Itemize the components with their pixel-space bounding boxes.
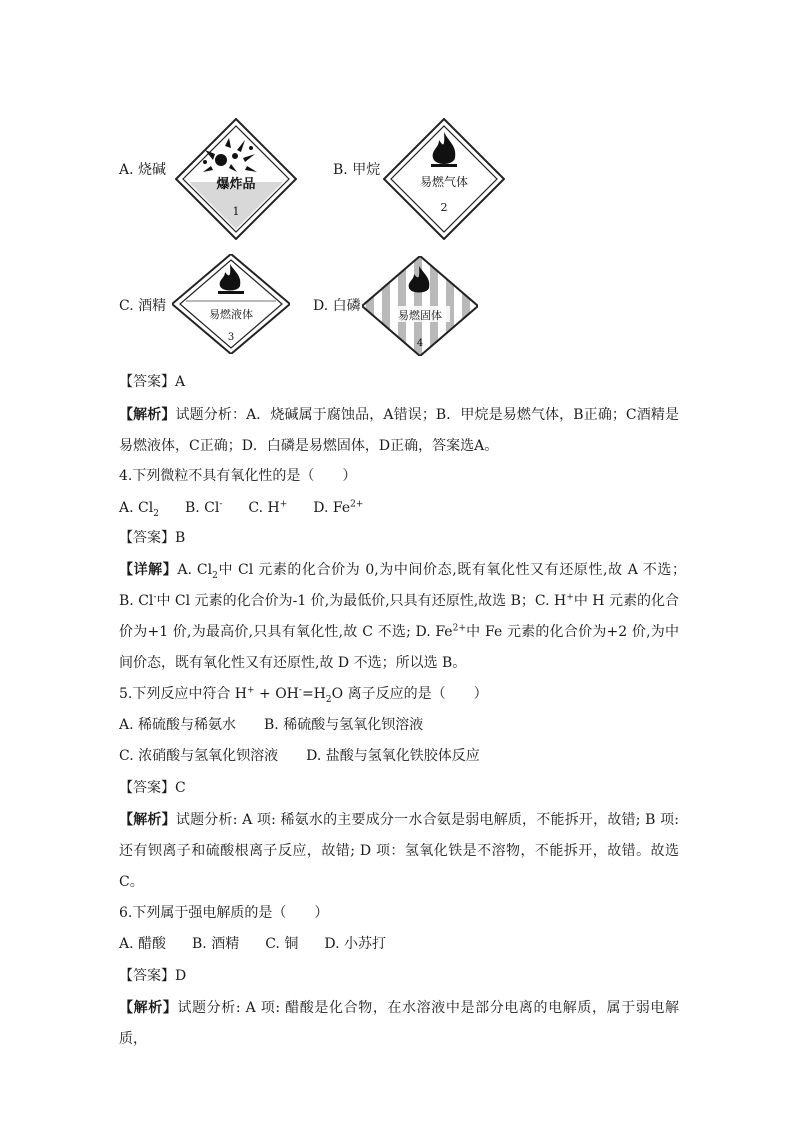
q5-answer: 【答案】C xyxy=(119,780,186,796)
q5-options-row1 xyxy=(119,715,423,735)
q3-option-d-label: D. 白磷 xyxy=(313,298,361,314)
svg-text:易燃气体: 易燃气体 xyxy=(419,175,469,189)
q6-option-b: B. 酒精 xyxy=(192,936,240,952)
svg-text:2: 2 xyxy=(440,201,448,214)
hazard-sign-explosive xyxy=(175,118,297,244)
q3-option-c-label: C. 酒精 xyxy=(119,298,167,314)
hazard-sign-flammable-solid xyxy=(362,256,478,360)
hazard-sign-flammable-liquid xyxy=(172,254,290,358)
analysis-text: 试题分析: A 项: 醋酸是化合物，在水溶液中是部分电离的电解质，属于弱电解质， xyxy=(119,1000,679,1047)
q5-option-a: A. 稀硫酸与稀氨水 xyxy=(119,717,237,733)
svg-text:1: 1 xyxy=(232,205,240,218)
analysis-text: 试题分析：A．烧碱属于腐蚀品，A错误；B．甲烷是易燃气体，B正确；C酒精是易燃液体，C正确；D．白磷是易燃固体，D正确，答案选A。 xyxy=(119,407,680,454)
q6-option-c: C. 铜 xyxy=(265,936,299,952)
analysis-tag: 【解析】 xyxy=(119,1000,178,1016)
svg-text:爆炸品: 爆炸品 xyxy=(216,177,256,192)
q6-stem: 6.下列属于强电解质的是（ ） xyxy=(119,905,329,921)
q3-option-b-label: B. 甲烷 xyxy=(333,162,381,178)
hazard-sign-flammable-gas xyxy=(383,118,505,244)
q3-answer: 【答案】A xyxy=(119,374,186,390)
analysis-tag: 【解析】 xyxy=(119,407,176,423)
q4-option-d: D. $Fe^{2+}$ xyxy=(313,499,364,516)
q6-option-a: A. 醋酸 xyxy=(119,936,167,952)
q5-option-b: B. 稀硫酸与氢氧化钡溶液 xyxy=(264,717,424,733)
q6-analysis xyxy=(119,993,679,1055)
q4-option-c: C. H+ xyxy=(248,499,288,516)
q5-stem: 5.下列反应中符合 $H^+ + OH^-=H_2O$ 离子反应的是（ ） xyxy=(119,685,488,705)
q5-option-d: D. 盐酸与氢氧化铁胶体反应 xyxy=(306,748,480,764)
q6-option-d: D. 小苏打 xyxy=(324,936,386,952)
q3-option-a-label: A. 烧碱 xyxy=(119,162,167,178)
analysis-text: 试题分析: A 项: 稀氨水的主要成分一水合氨是弱电解质，不能拆开，故错; B 项: 还有钡离子和硫酸根离子反应，故错; D 项：氢氧化铁是不溶物，不能拆开，故错。故选 C。 xyxy=(119,812,680,890)
q3-analysis xyxy=(119,400,679,462)
analysis-tag: 【解析】 xyxy=(119,812,176,828)
q4-stem: 4.下列微粒不具有氧化性的是（ ） xyxy=(119,468,357,484)
detail-tag: 【详解】 xyxy=(119,562,178,578)
svg-text:易燃固体: 易燃固体 xyxy=(398,309,442,322)
q4-option-b: B. Cl- xyxy=(184,499,223,516)
svg-text:4: 4 xyxy=(416,338,424,349)
q6-options xyxy=(119,934,386,954)
q5-analysis xyxy=(119,805,679,898)
q5-option-c: C. 浓硝酸与氢氧化钡溶液 xyxy=(119,748,279,764)
q4-options xyxy=(119,498,363,518)
svg-text:易燃液体: 易燃液体 xyxy=(209,308,253,321)
svg-text:3: 3 xyxy=(227,332,235,343)
q4-option-a: A. $Cl_2$ xyxy=(119,500,159,519)
q6-answer: 【答案】D xyxy=(119,968,187,984)
q5-options-row2 xyxy=(119,746,480,766)
q4-answer: 【答案】B xyxy=(119,530,186,546)
q4-detail: 【详解】A. $Cl_2$中 Cl 元素的化合价为 0,为中间价态,既有氧化性又有还原性,故 A 不选； B. Cl-中 Cl 元素的化合价为-1 价,为最低价,只具有还原性,故选 B；C. H+中 H 元素的化合价为+1 价,为最高价,只具有氧化性,故 C 不选; D. $Fe^{2+}$中 Fe 元素的化合价为+2 价,为中间价态，既有氧化性又有还原性,故 D 不选；所以选 B。 xyxy=(119,562,694,671)
